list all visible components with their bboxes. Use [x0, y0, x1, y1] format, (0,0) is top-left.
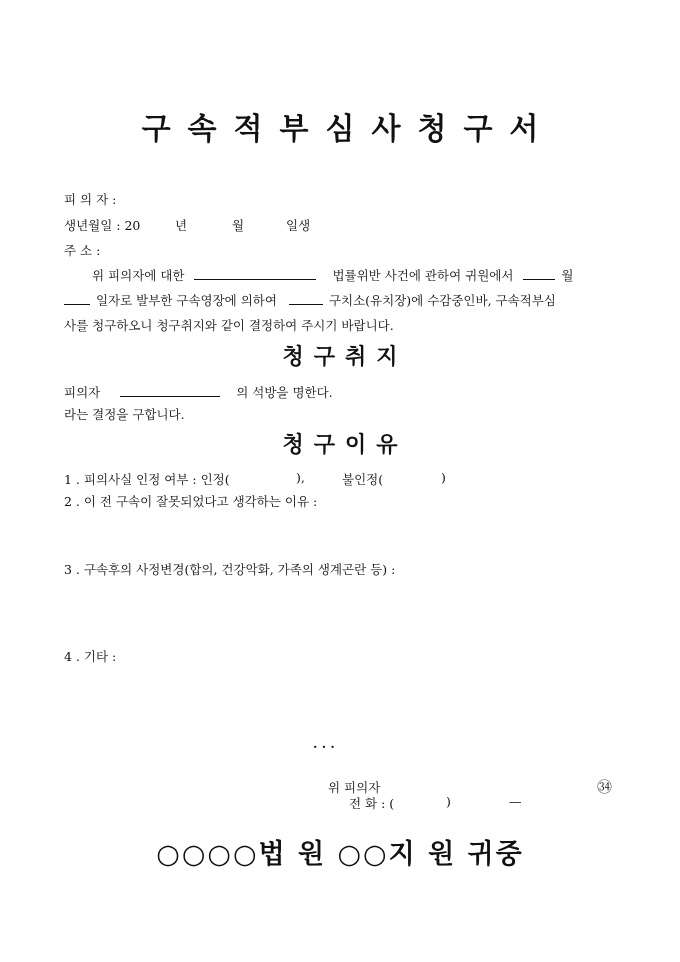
body-line-3: 사를 청구하오니 청구취지와 같이 결정하여 주시기 바랍니다.: [64, 318, 394, 333]
body-line-1-a: 위 피의자에 대한: [92, 268, 185, 283]
purpose-heading: 청구취지: [282, 344, 408, 370]
document-title: 구속적부심사청구서: [141, 112, 556, 147]
birth-prefix: 생년월일 : 20: [64, 218, 141, 233]
body-line-1: [92, 266, 573, 284]
offense-blank: [194, 267, 316, 280]
body-line-2: [64, 291, 556, 309]
purpose-line-1-b: 의 석방을 명한다.: [236, 385, 333, 400]
address-label: 주 소 :: [64, 243, 101, 258]
signature-label: 위 피의자: [328, 780, 381, 795]
reason-item-1-c: 불인정(: [342, 472, 384, 487]
body-line-2-a: 일자로 발부한 구속영장에 의하여: [95, 293, 277, 308]
purpose-line-2: 라는 결정을 구합니다.: [64, 407, 185, 422]
suspect-name-blank: [120, 384, 220, 397]
birth-month-label: 월: [232, 218, 245, 233]
body-line-2-b: 구치소(유치장)에 수감중인바, 구속적부심: [328, 293, 556, 308]
detention-place-blank: [289, 292, 323, 305]
reason-item-1-b: ),: [296, 470, 305, 485]
reasons-heading: 청구이유: [282, 432, 408, 458]
body-line-1-b: 법률위반 사건에 관하여 귀원에서: [332, 268, 514, 283]
birth-day-label: 일생: [286, 218, 311, 233]
date-dots: . . .: [313, 736, 335, 751]
phone-label: 전 화 : (: [349, 796, 395, 811]
birth-year-label: 년: [175, 218, 188, 233]
reason-item-4: 4 . 기타 :: [64, 649, 117, 664]
reason-item-1-d: ): [441, 470, 446, 485]
reason-item-1: [64, 470, 446, 488]
body-line-1-c: 월: [561, 268, 574, 283]
phone-line: [349, 794, 522, 812]
warrant-day-blank: [64, 292, 90, 305]
reason-item-2: 2 . 이 전 구속이 잘못되었다고 생각하는 이유 :: [64, 494, 318, 509]
phone-dash: —: [509, 794, 522, 809]
reason-item-1-a: 1 . 피의사실 인정 여부 : 인정(: [64, 472, 230, 487]
court-addressee: ○○○○법 원 ○○지 원 귀중: [156, 839, 524, 870]
reason-item-3: 3 . 구속후의 사정변경(합의, 건강악화, 가족의 생계곤란 등) :: [64, 562, 396, 577]
purpose-line-1-a: 피의자: [64, 385, 101, 400]
suspect-label: 피 의 자 :: [64, 192, 117, 207]
warrant-month-blank: [523, 267, 555, 280]
seal-mark: ㉞: [597, 778, 613, 796]
birth-date-line: [64, 216, 311, 234]
phone-close: ): [446, 794, 451, 809]
purpose-line-1: [64, 383, 333, 401]
